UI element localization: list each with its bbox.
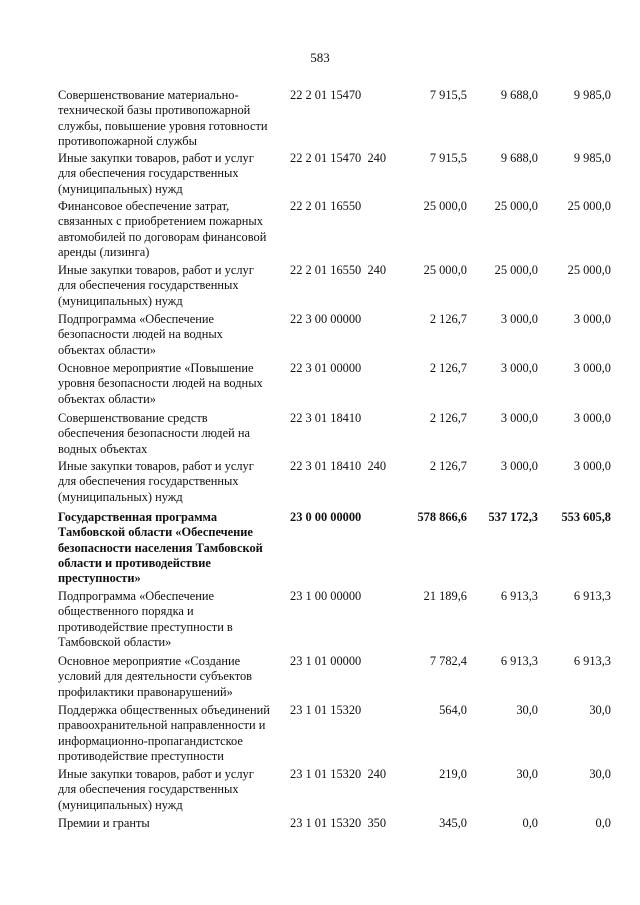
amount-year-2: 30,0: [516, 703, 538, 717]
item-name: Подпрограмма «Обеспечение общественного порядка и противодействие преступности в Тамбовской области»: [58, 589, 233, 649]
amount-year-3: 30,0: [589, 703, 611, 717]
amount-year-3: 6 913,3: [573, 589, 611, 603]
classification-code: 23 1 01 00000: [290, 654, 362, 668]
item-name: Совершенствование материально- технической базы противопожарной службы, повышение уровня готовности противопожарной службы: [58, 88, 268, 148]
page-number: 583: [310, 50, 330, 65]
amount-year-1: 7 782,4: [429, 654, 467, 668]
amount-year-1: 2 126,7: [429, 312, 467, 326]
item-name: Премии и гранты: [58, 816, 150, 830]
classification-code: 22 2 01 15470 240: [290, 151, 387, 165]
amount-year-3: 3 000,0: [573, 312, 611, 326]
amount-year-1: 2 126,7: [429, 361, 467, 375]
amount-year-3: 3 000,0: [573, 361, 611, 375]
amount-year-1: 25 000,0: [423, 199, 467, 213]
amount-year-3: 9 985,0: [573, 88, 611, 102]
amount-year-1: 2 126,7: [429, 459, 467, 473]
amount-year-2: 25 000,0: [494, 199, 538, 213]
item-name: Подпрограмма «Обеспечение безопасности людей на водных объектах области»: [58, 312, 223, 357]
amount-year-1: 219,0: [439, 767, 467, 781]
item-name: Иные закупки товаров, работ и услуг для обеспечения государственных (муниципальных) нужд: [58, 459, 254, 504]
classification-code: 22 2 01 16550: [290, 199, 362, 213]
amount-year-3: 3 000,0: [573, 459, 611, 473]
amount-year-1: 25 000,0: [423, 263, 467, 277]
amount-year-2: 537 172,3: [488, 510, 538, 524]
amount-year-2: 3 000,0: [500, 312, 538, 326]
amount-year-2: 25 000,0: [494, 263, 538, 277]
amount-year-1: 7 915,5: [429, 151, 467, 165]
classification-code: 22 3 00 00000: [290, 312, 362, 326]
amount-year-3: 3 000,0: [573, 411, 611, 425]
amount-year-1: 2 126,7: [429, 411, 467, 425]
classification-code: 23 1 01 15320 350: [290, 816, 387, 830]
amount-year-3: 0,0: [595, 816, 611, 830]
amount-year-1: 7 915,5: [429, 88, 467, 102]
amount-year-1: 578 866,6: [417, 510, 467, 524]
amount-year-2: 30,0: [516, 767, 538, 781]
item-name: Иные закупки товаров, работ и услуг для обеспечения государственных (муниципальных) нужд: [58, 151, 254, 196]
amount-year-2: 9 688,0: [500, 151, 538, 165]
amount-year-2: 9 688,0: [500, 88, 538, 102]
classification-code: 22 3 01 18410 240: [290, 459, 387, 473]
amount-year-3: 9 985,0: [573, 151, 611, 165]
amount-year-1: 564,0: [439, 703, 467, 717]
amount-year-1: 345,0: [439, 816, 467, 830]
classification-code: 22 2 01 16550 240: [290, 263, 387, 277]
classification-code: 23 1 00 00000: [290, 589, 362, 603]
amount-year-2: 6 913,3: [500, 589, 538, 603]
item-name: Основное мероприятие «Повышение уровня безопасности людей на водных объектах области»: [58, 361, 263, 406]
amount-year-3: 25 000,0: [567, 263, 611, 277]
item-name: Совершенствование средств обеспечения безопасности людей на водных объектах: [58, 411, 250, 456]
classification-code: 23 1 01 15320: [290, 703, 362, 717]
amount-year-3: 553 605,8: [561, 510, 611, 524]
item-name: Основное мероприятие «Создание условий для деятельности субъектов профилактики правонарушений»: [58, 654, 253, 699]
item-name: Государственная программа Тамбовской области «Обеспечение безопасности населения Тамбовской области и противодействие преступности»: [58, 510, 263, 586]
item-name: Иные закупки товаров, работ и услуг для обеспечения государственных (муниципальных) нужд: [58, 767, 254, 812]
classification-code: 22 3 01 18410: [290, 411, 362, 425]
classification-code: 22 3 01 00000: [290, 361, 362, 375]
amount-year-2: 3 000,0: [500, 411, 538, 425]
amount-year-3: 30,0: [589, 767, 611, 781]
classification-code: 22 2 01 15470: [290, 88, 362, 102]
amount-year-2: 6 913,3: [500, 654, 538, 668]
amount-year-1: 21 189,6: [423, 589, 467, 603]
classification-code: 23 1 01 15320 240: [290, 767, 387, 781]
amount-year-2: 3 000,0: [500, 459, 538, 473]
amount-year-3: 6 913,3: [573, 654, 611, 668]
classification-code: 23 0 00 00000: [290, 510, 362, 524]
amount-year-3: 25 000,0: [567, 199, 611, 213]
item-name: Иные закупки товаров, работ и услуг для обеспечения государственных (муниципальных) нужд: [58, 263, 254, 308]
amount-year-2: 3 000,0: [500, 361, 538, 375]
item-name: Поддержка общественных объединений правоохранительной направленности и информационно-пропагандистское противодействие преступности: [58, 703, 270, 763]
amount-year-2: 0,0: [522, 816, 538, 830]
item-name: Финансовое обеспечение затрат, связанных с приобретением пожарных автомобилей по договорам финансовой аренды (лизинга): [58, 199, 267, 259]
